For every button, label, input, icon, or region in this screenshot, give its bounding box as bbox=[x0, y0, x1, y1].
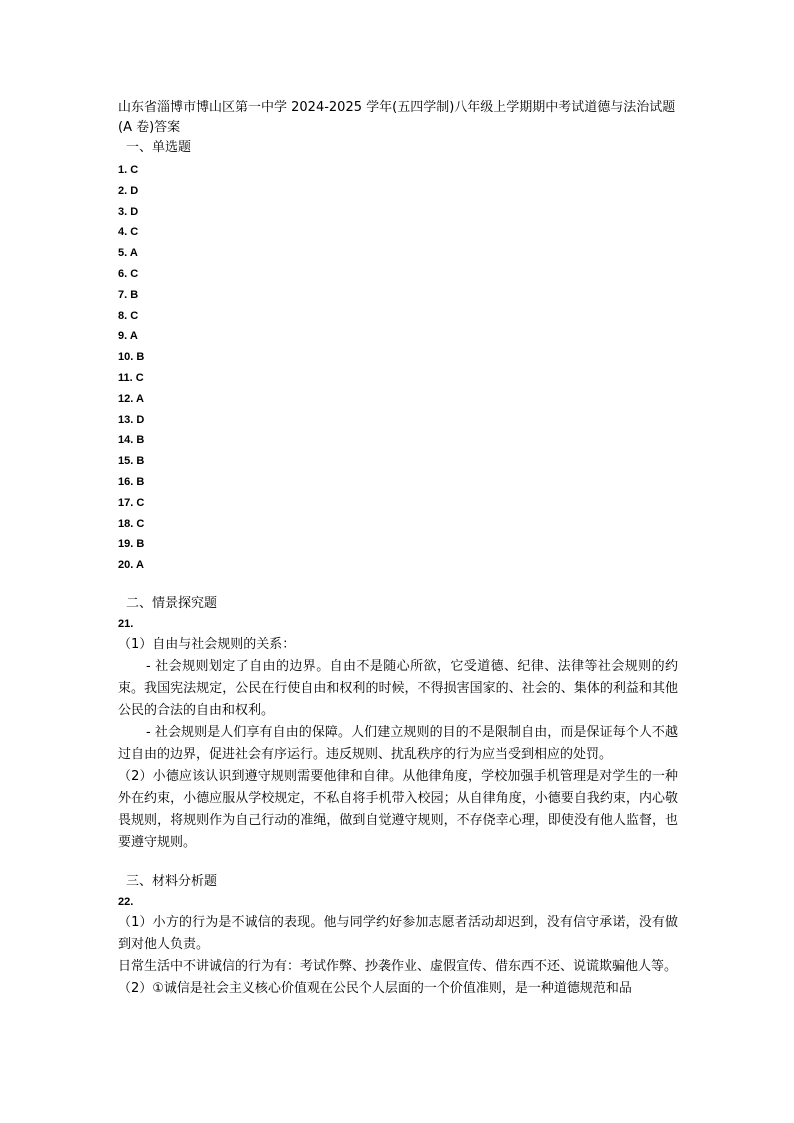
section-heading-single-choice: 一、单选题 bbox=[126, 140, 192, 155]
answer-item: 9. A bbox=[118, 330, 138, 343]
answer-item: 12. A bbox=[118, 392, 144, 405]
answer-paragraph: - 社会规则划定了自由的边界。自由不是随心所欲，它受道德、纪律、法律等社会规则的约束。我国宪法规定，公民在行使自由和权利的时候，不得损害国家的、社会的、集体的利益和其他公民的合法的自由和权利。 bbox=[118, 658, 678, 718]
answer-paragraph: （2）小德应该认识到遵守规则需要他律和自律。从他律角度，学校加强手机管理是对学生的一种外在约束，小德应服从学校规定，不私自将手机带入校园；从自律角度，小德要自我约束，内心敬畏规则，将规则作为自己行动的准绳，做到自觉遵守规则，不存侥幸心理，即使没有他人监督，也要遵守规则。 bbox=[118, 768, 678, 850]
answer-item: 5. A bbox=[118, 247, 138, 260]
answer-item: 6. C bbox=[118, 267, 139, 280]
answer-item: 17. C bbox=[118, 496, 145, 509]
answer-item: 20. A bbox=[118, 559, 144, 572]
section-heading-scenario: 二、情景探究题 bbox=[126, 595, 218, 611]
answer-item: 2. D bbox=[118, 184, 139, 197]
section-heading-material: 三、材料分析题 bbox=[126, 873, 218, 889]
document-content bbox=[118, 98, 678, 1000]
section-spacer bbox=[118, 854, 678, 872]
answer-paragraph: （2）①诚信是社会主义核心价值观在公民个人层面的一个价值准则，是一种道德规范和品 bbox=[118, 980, 632, 996]
answer-item: 10. B bbox=[118, 351, 145, 364]
answer-paragraph: 日常生活中不讲诚信的行为有：考试作弊、抄袭作业、虚假宣传、借东西不还、说谎欺骗他人等。 bbox=[118, 958, 678, 974]
answer-item: 7. B bbox=[118, 288, 139, 301]
answer-item: 14. B bbox=[118, 434, 145, 447]
answer-item: 8. C bbox=[118, 309, 139, 322]
section-spacer bbox=[118, 576, 678, 594]
question-number-21: 21. bbox=[118, 617, 134, 630]
answer-item: 11. C bbox=[118, 371, 144, 384]
answer-item: 15. B bbox=[118, 455, 145, 468]
document-title: 山东省淄博市博山区第一中学 2024-2025 学年(五四学制)八年级上学期期中考试道德与法治试题(A 卷)答案 bbox=[118, 100, 676, 135]
answer-item: 3. D bbox=[118, 205, 139, 218]
answer-paragraph: （1）小方的行为是不诚信的表现。他与同学约好参加志愿者活动却迟到，没有信守承诺，没有做到对他人负责。 bbox=[118, 914, 678, 952]
answer-item: 16. B bbox=[118, 475, 145, 488]
answer-paragraph: - 社会规则是人们享有自由的保障。人们建立规则的目的不是限制自由，而是保证每个人不越过自由的边界，促进社会有序运行。违反规则、扰乱秩序的行为应当受到相应的处罚。 bbox=[118, 724, 678, 762]
answer-item: 4. C bbox=[118, 226, 139, 239]
question-number-22: 22. bbox=[118, 895, 134, 908]
answer-paragraph: （1）自由与社会规则的关系： bbox=[118, 636, 296, 652]
answer-item: 18. C bbox=[118, 517, 145, 530]
answer-list bbox=[118, 160, 678, 576]
answer-item: 13. D bbox=[118, 413, 145, 426]
answer-item: 1. C bbox=[118, 164, 139, 176]
answer-item: 19. B bbox=[118, 538, 145, 551]
